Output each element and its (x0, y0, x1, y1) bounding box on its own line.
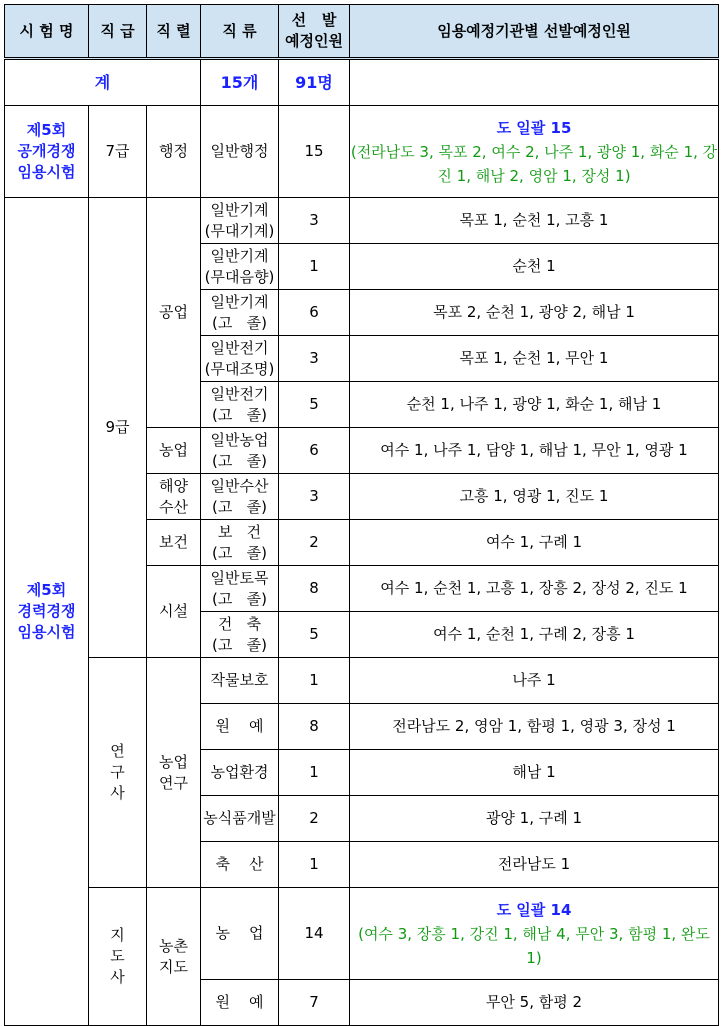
count-cell: 1 (279, 658, 350, 704)
category-cell: 농식품개발 (201, 796, 279, 842)
count-cell: 1 (279, 244, 350, 290)
grade-7: 7급 (89, 106, 147, 198)
recruitment-table (4, 4, 719, 1026)
count-cell: 1 (279, 842, 350, 888)
count-cell: 15 (279, 106, 350, 198)
series-fisheries: 해양 수산 (147, 474, 201, 520)
category-cell: 건 축 (고 졸) (201, 612, 279, 658)
header-count-line2: 예정인원 (285, 32, 343, 50)
assignment-cell: 목포 1, 순천 1, 무안 1 (350, 336, 719, 382)
assignment-cell: 해남 1 (350, 750, 719, 796)
table-row (5, 198, 719, 244)
count-cell: 7 (279, 980, 350, 1026)
table-row (5, 888, 719, 980)
category-cell: 일반전기 (고 졸) (201, 382, 279, 428)
count-cell: 3 (279, 198, 350, 244)
series-agriculture: 농업 (147, 428, 201, 474)
series-rural-guidance: 농촌 지도 (147, 888, 201, 1026)
count-cell: 6 (279, 290, 350, 336)
count-cell: 5 (279, 382, 350, 428)
category-cell: 일반행정 (201, 106, 279, 198)
series-admin: 행정 (147, 106, 201, 198)
assignment-cell: 목포 2, 순천 1, 광양 2, 해남 1 (350, 290, 719, 336)
header-row (5, 5, 719, 59)
assignment-cell: 무안 5, 함평 2 (350, 980, 719, 1026)
assignment-cell: 고흥 1, 영광 1, 진도 1 (350, 474, 719, 520)
header-count-line1: 선 발 (291, 11, 337, 29)
grade-advisor: 지 도 사 (89, 888, 147, 1026)
header-count (279, 5, 350, 59)
total-assignment (350, 59, 719, 106)
assignment-cell: 순천 1 (350, 244, 719, 290)
count-cell: 5 (279, 612, 350, 658)
count-cell: 6 (279, 428, 350, 474)
header-series: 직 렬 (147, 5, 201, 59)
category-cell: 작물보호 (201, 658, 279, 704)
category-cell: 일반토목 (고 졸) (201, 566, 279, 612)
category-cell: 일반수산 (고 졸) (201, 474, 279, 520)
total-row (5, 59, 719, 106)
assignment-cell: 도 일괄 14 (여수 3, 장흥 1, 강진 1, 해남 4, 무안 3, 함평 1, 완도 1) (350, 888, 719, 980)
category-cell: 농업환경 (201, 750, 279, 796)
series-health: 보건 (147, 520, 201, 566)
total-categories: 15개 (201, 59, 279, 106)
grade-researcher: 연 구 사 (89, 658, 147, 888)
grade-9: 9급 (89, 198, 147, 658)
category-cell: 원 예 (201, 704, 279, 750)
category-cell: 원 예 (201, 980, 279, 1026)
header-exam: 시 험 명 (5, 5, 89, 59)
total-count: 91명 (279, 59, 350, 106)
series-agri-research: 농업 연구 (147, 658, 201, 888)
count-cell: 8 (279, 704, 350, 750)
assignment-cell: 나주 1 (350, 658, 719, 704)
count-cell: 2 (279, 520, 350, 566)
exam-career: 제5회 경력경쟁 임용시험 (5, 198, 89, 1026)
total-label: 계 (5, 59, 201, 106)
category-cell: 농 업 (201, 888, 279, 980)
count-cell: 14 (279, 888, 350, 980)
assignment-cell: 도 일괄 15 (전라남도 3, 목포 2, 여수 2, 나주 1, 광양 1, 화순 1, 강진 1, 해남 2, 영암 1, 장성 1) (350, 106, 719, 198)
count-cell: 8 (279, 566, 350, 612)
category-cell: 일반기계 (고 졸) (201, 290, 279, 336)
table-row (5, 106, 719, 198)
count-cell: 3 (279, 336, 350, 382)
table-row (5, 658, 719, 704)
assignment-cell: 목포 1, 순천 1, 고흥 1 (350, 198, 719, 244)
count-cell: 2 (279, 796, 350, 842)
category-cell: 축 산 (201, 842, 279, 888)
assignment-cell: 여수 1, 순천 1, 고흥 1, 장흥 2, 장성 2, 진도 1 (350, 566, 719, 612)
category-cell: 보 건 (고 졸) (201, 520, 279, 566)
assignment-cell: 전라남도 1 (350, 842, 719, 888)
category-cell: 일반기계 (무대음향) (201, 244, 279, 290)
category-cell: 일반농업 (고 졸) (201, 428, 279, 474)
assignment-cell: 전라남도 2, 영암 1, 함평 1, 영광 3, 장성 1 (350, 704, 719, 750)
series-facility: 시설 (147, 566, 201, 658)
assignment-cell: 순천 1, 나주 1, 광양 1, 화순 1, 해남 1 (350, 382, 719, 428)
count-cell: 3 (279, 474, 350, 520)
header-grade: 직 급 (89, 5, 147, 59)
category-cell: 일반기계 (무대기계) (201, 198, 279, 244)
category-cell: 일반전기 (무대조명) (201, 336, 279, 382)
header-assignment: 임용예정기관별 선발예정인원 (350, 5, 719, 59)
assignment-cell: 광양 1, 구례 1 (350, 796, 719, 842)
header-category: 직 류 (201, 5, 279, 59)
assignment-cell: 여수 1, 구례 1 (350, 520, 719, 566)
assignment-cell: 여수 1, 순천 1, 구례 2, 장흥 1 (350, 612, 719, 658)
assignment-cell: 여수 1, 나주 1, 담양 1, 해남 1, 무안 1, 영광 1 (350, 428, 719, 474)
exam-open: 제5회 공개경쟁 임용시험 (5, 106, 89, 198)
count-cell: 1 (279, 750, 350, 796)
series-engineering: 공업 (147, 198, 201, 428)
